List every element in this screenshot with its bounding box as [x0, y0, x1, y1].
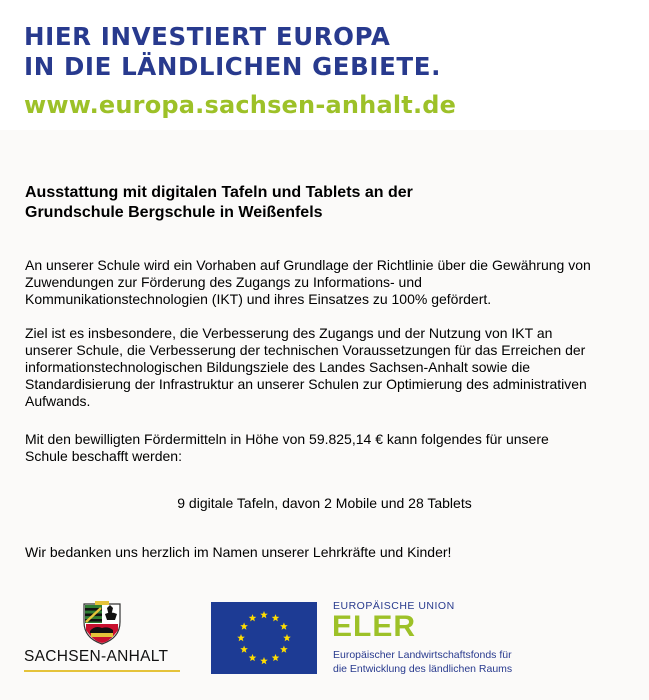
text-line: Standardisierung der Infrastruktur an unserer Schulen zur Optimierung des administrativen — [25, 376, 587, 392]
text-line: informationstechnologischen Bildungsziele des Landes Sachsen-Anhalt sowie die — [25, 359, 531, 375]
eu-union-label: EUROPÄISCHE UNION — [333, 600, 455, 612]
banner-headline — [24, 22, 441, 82]
website-url: www.europa.sachsen-anhalt.de — [24, 91, 457, 119]
paragraph-goals — [25, 325, 587, 410]
paragraph-budget — [25, 431, 549, 465]
thanks-line: Wir bedanken uns herzlich im Namen unserer Lehrkräfte und Kinder! — [25, 544, 452, 560]
text-line: Aufwands. — [25, 393, 91, 409]
text-line: Zuwendungen zur Förderung des Zugangs zu Informations- und — [25, 274, 422, 290]
title-line-2: Grundschule Bergschule in Weißenfels — [25, 204, 323, 221]
title-line-1: Ausstattung mit digitalen Tafeln und Tablets an der — [25, 184, 413, 201]
text-line: Schule beschafft werden: — [25, 448, 182, 464]
text-line: An unserer Schule wird ein Vorhaben auf Grundlage der Richtlinie über die Gewährung von — [25, 257, 591, 273]
text-line: unserer Schule, die Verbesserung der technischen Voraussetzungen für das Erreichen der — [25, 342, 586, 358]
eler-description — [333, 648, 512, 676]
text-line: Mit den bewilligten Fördermitteln in Höhe von 59.825,14 € kann folgendes für unsere — [25, 431, 549, 447]
eler-desc-line-2: die Entwicklung des ländlichen Raums — [333, 663, 513, 675]
sachsen-anhalt-underline — [24, 670, 180, 672]
text-line: Ziel ist es insbesondere, die Verbesserung des Zugangs und der Nutzung von IKT an — [25, 325, 553, 341]
headline-line-1: HIER INVESTIERT EUROPA — [24, 22, 391, 51]
document-body — [0, 130, 649, 600]
coat-of-arms-icon — [80, 600, 124, 646]
sachsen-anhalt-logo — [24, 600, 180, 676]
sachsen-anhalt-label: SACHSEN-ANHALT — [24, 648, 169, 665]
headline-line-2: IN DIE LÄNDLICHEN GEBIETE. — [24, 52, 441, 81]
paragraph-funding — [25, 257, 591, 308]
document-title — [25, 183, 413, 223]
top-banner — [0, 0, 649, 130]
eu-flag-icon — [211, 602, 317, 674]
items-line: 9 digitale Tafeln, davon 2 Mobile und 28 Tablets — [177, 495, 472, 511]
eler-name: ELER — [332, 610, 417, 643]
eler-logo — [333, 600, 533, 680]
logo-footer — [0, 600, 649, 700]
text-line: Kommunikationstechnologien (IKT) und ihres Einsatzes zu 100% gefördert. — [25, 291, 492, 307]
eler-desc-line-1: Europäischer Landwirtschaftsfonds für — [333, 649, 512, 661]
